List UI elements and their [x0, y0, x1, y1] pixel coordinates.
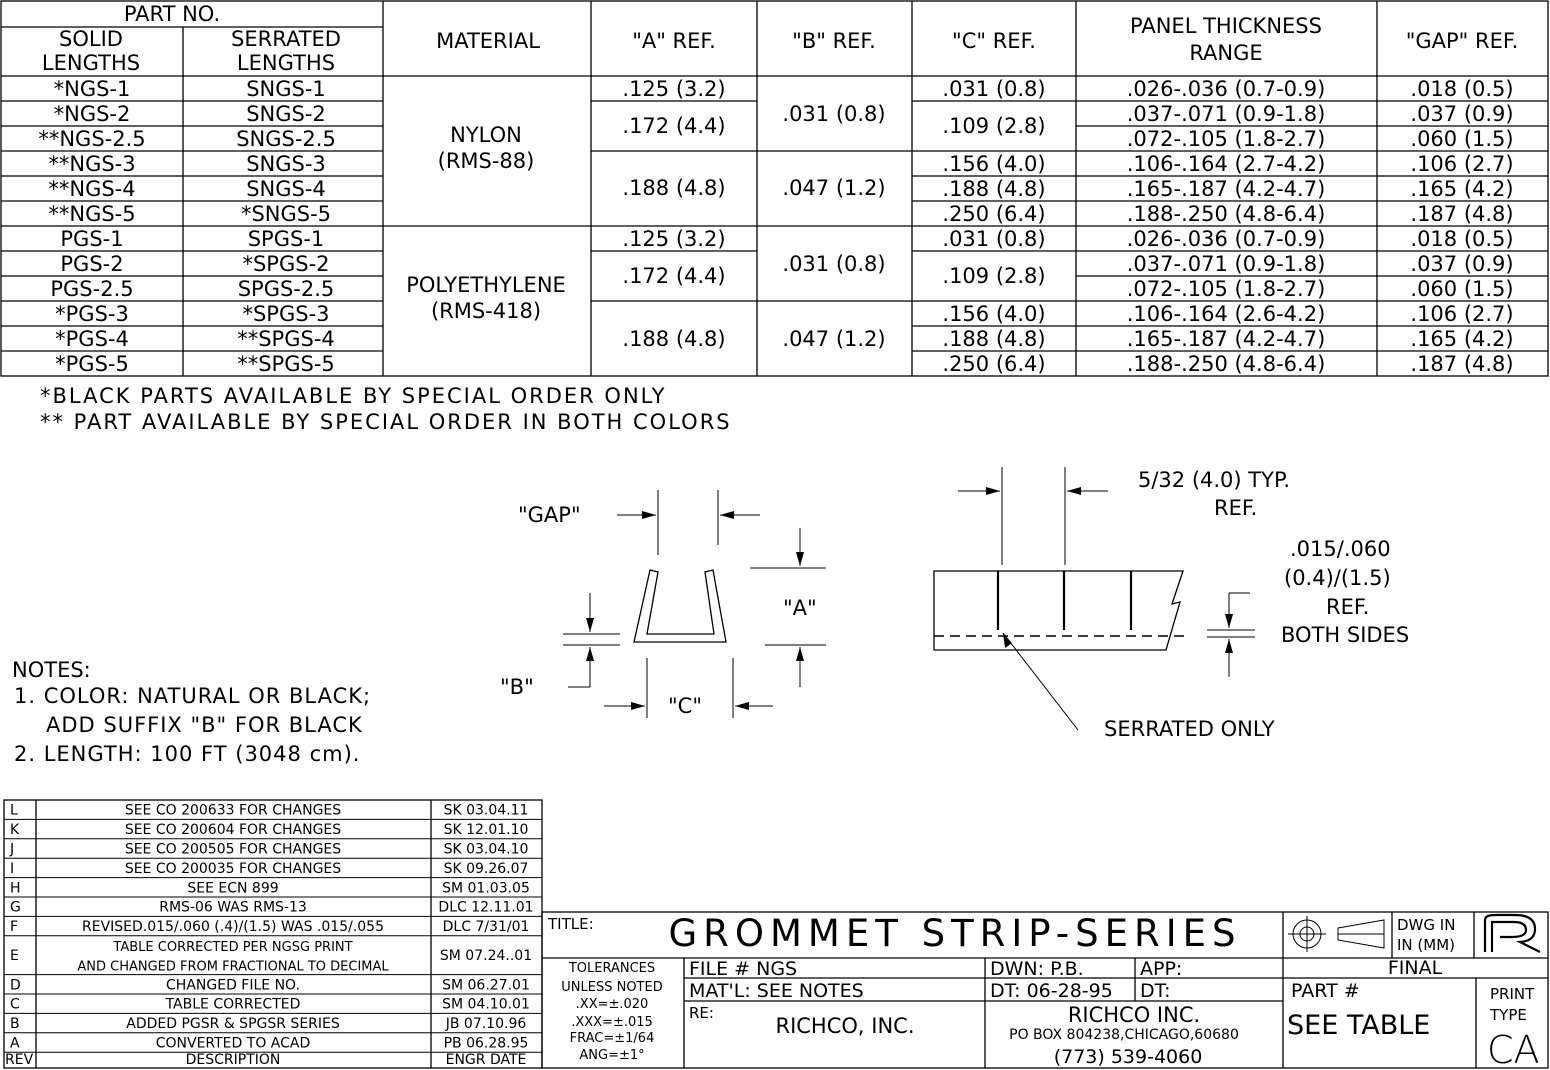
approved-by: APP: — [1140, 958, 1183, 980]
rev-letter: H — [10, 880, 21, 897]
tolerances-4: .XXX=±.015 — [571, 1015, 653, 1030]
c-ref-cell: .031 (0.8) — [942, 227, 1046, 251]
serrated-part-number: SNGS-2 — [246, 102, 326, 126]
dwg-units-label: IN (MM) — [1397, 936, 1456, 954]
rev-header: REV — [5, 1052, 34, 1068]
footnote-2: ** PART AVAILABLE BY SPECIAL ORDER IN BOTH COLORS — [40, 410, 732, 434]
header-material: MATERIAL — [436, 29, 540, 53]
header-solid-2: LENGTHS — [41, 51, 141, 75]
rev-description: SEE CO 200633 FOR CHANGES — [124, 802, 342, 819]
serr-dim-1: .015/.060 — [1290, 537, 1391, 561]
footnotes — [40, 384, 732, 434]
panel-thickness-cell: .037-.071 (0.9-1.8) — [1126, 252, 1326, 276]
rev-engr-date: DLC 7/31/01 — [442, 919, 530, 936]
rev-engr-date: SK 03.04.11 — [443, 802, 529, 819]
drawn-by: DWN: P.B. — [990, 958, 1084, 980]
header-serrated-1: SERRATED — [231, 27, 341, 51]
print-type-code: CA — [1487, 1028, 1540, 1070]
profile-drawing — [500, 490, 826, 718]
desc-header: DESCRIPTION — [185, 1052, 281, 1068]
rev-letter: I — [10, 860, 15, 877]
a-ref-cell: .188 (4.8) — [622, 327, 726, 351]
rev-letter: A — [10, 1035, 20, 1052]
engr-header: ENGR DATE — [445, 1052, 527, 1068]
gap-ref-cell: .060 (1.5) — [1410, 277, 1514, 301]
rev-description: ADDED PGSR & SPGSR SERIES — [126, 1016, 340, 1033]
table-header — [42, 2, 1518, 75]
b-ref-cell: .031 (0.8) — [782, 252, 886, 276]
rev-engr-date: SK 09.26.07 — [443, 860, 529, 877]
solid-part-number: PGS-1 — [60, 227, 124, 251]
print-status: FINAL — [1387, 957, 1443, 979]
company-address: PO BOX 804238,CHICAGO,60680 — [1009, 1027, 1239, 1043]
solid-part-number: **NGS-4 — [48, 177, 136, 201]
projection-icon — [1288, 916, 1384, 952]
panel-thickness-cell: .072-.105 (1.8-2.7) — [1126, 277, 1326, 301]
rev-description: SEE CO 200604 FOR CHANGES — [124, 822, 342, 839]
rev-description: REVISED.015/.060 (.4)/(1.5) WAS .015/.055 — [82, 919, 384, 936]
title-block — [542, 912, 1548, 1070]
header-b-ref: "B" REF. — [792, 29, 876, 53]
rev-engr-date: SM 04.10.01 — [442, 996, 530, 1013]
gap-label: "GAP" — [518, 503, 581, 527]
serrated-part-number: **SPGS-4 — [237, 327, 335, 351]
rev-engr-date: JB 07.10.96 — [445, 1016, 527, 1033]
revision-header — [5, 1052, 526, 1068]
b-ref-cell: .031 (0.8) — [782, 102, 886, 126]
solid-part-number: **NGS-2.5 — [38, 127, 146, 151]
print-type-1: PRINT — [1490, 985, 1535, 1003]
solid-part-number: *PGS-3 — [55, 302, 129, 326]
panel-thickness-cell: .072-.105 (1.8-2.7) — [1126, 127, 1326, 151]
rev-letter: G — [10, 899, 21, 916]
company-phone: (773) 539-4060 — [1053, 1046, 1203, 1068]
re-value: RICHCO, INC. — [775, 1014, 915, 1038]
c-ref-cell: .109 (2.8) — [942, 264, 1046, 288]
tolerances-3: .XX=±.020 — [575, 997, 649, 1012]
serrated-part-number: **SPGS-5 — [237, 352, 335, 376]
serrated-part-number: *SPGS-3 — [242, 302, 330, 326]
rev-description: TABLE CORRECTED — [165, 996, 301, 1013]
company-name: RICHCO INC. — [1067, 1003, 1201, 1027]
panel-thickness-cell: .026-.036 (0.7-0.9) — [1126, 227, 1326, 251]
c-label: "C" — [668, 694, 702, 718]
rev-letter: D — [10, 977, 21, 994]
panel-thickness-cell: .188-.250 (4.8-6.4) — [1126, 352, 1326, 376]
rev-description: CONVERTED TO ACAD — [155, 1035, 311, 1052]
gap-ref-cell: .037 (0.9) — [1410, 102, 1514, 126]
dwg-in-label: DWG IN — [1397, 916, 1456, 934]
typ-dim-ref: REF. — [1214, 496, 1258, 520]
a-ref-cell: .125 (3.2) — [622, 77, 726, 101]
rev-letter: F — [10, 919, 19, 936]
rev-description: RMS-06 WAS RMS-13 — [159, 899, 307, 916]
gap-ref-cell: .165 (4.2) — [1410, 327, 1514, 351]
gap-ref-cell: .165 (4.2) — [1410, 177, 1514, 201]
header-serrated-2: LENGTHS — [236, 51, 336, 75]
material-nylon-1: NYLON — [450, 123, 522, 147]
serrated-strip-drawing — [934, 467, 1409, 741]
footnote-1: *BLACK PARTS AVAILABLE BY SPECIAL ORDER ONLY — [40, 384, 667, 408]
b-label: "B" — [500, 675, 534, 699]
revision-rows — [9, 803, 534, 1052]
c-ref-cell: .188 (4.8) — [942, 177, 1046, 201]
notes — [12, 658, 371, 766]
date-drawn: DT: 06-28-95 — [990, 980, 1113, 1002]
a-ref-cell: .125 (3.2) — [622, 227, 726, 251]
rev-description: TABLE CORRECTED PER NGSG PRINT — [113, 940, 353, 956]
serrated-part-number: SNGS-3 — [246, 152, 326, 176]
serr-dim-3: REF. — [1326, 595, 1370, 619]
c-ref-cell: .250 (6.4) — [942, 352, 1046, 376]
gap-ref-cell: .037 (0.9) — [1410, 252, 1514, 276]
rev-letter: K — [10, 822, 20, 839]
solid-part-number: PGS-2.5 — [50, 277, 134, 301]
material-poly-2: (RMS-418) — [430, 299, 542, 323]
c-ref-cell: .156 (4.0) — [942, 302, 1046, 326]
c-ref-cell: .031 (0.8) — [942, 77, 1046, 101]
note-2: 2. LENGTH: 100 FT (3048 cm). — [14, 742, 361, 766]
serr-dim-2: (0.4)/(1.5) — [1284, 566, 1391, 590]
gap-ref-cell: .106 (2.7) — [1410, 152, 1514, 176]
panel-thickness-cell: .106-.164 (2.6-4.2) — [1126, 302, 1326, 326]
gap-ref-cell: .187 (4.8) — [1410, 352, 1514, 376]
rev-description: CHANGED FILE NO. — [166, 977, 300, 994]
rev-engr-date: DLC 12.11.01 — [438, 899, 534, 916]
solid-part-number: *NGS-1 — [53, 77, 131, 101]
title-label: TITLE: — [548, 915, 594, 933]
rev-description: SEE ECN 899 — [187, 880, 279, 897]
gap-ref-cell: .060 (1.5) — [1410, 127, 1514, 151]
header-gap-ref: "GAP" REF. — [1405, 29, 1519, 53]
gap-ref-cell: .018 (0.5) — [1410, 77, 1514, 101]
header-solid-1: SOLID — [59, 27, 123, 51]
a-ref-cell: .188 (4.8) — [622, 176, 726, 200]
material-poly-1: POLYETHYLENE — [406, 273, 566, 297]
gap-ref-cell: .018 (0.5) — [1410, 227, 1514, 251]
serrated-part-number: *SPGS-2 — [242, 252, 330, 276]
tolerances-5: FRAC=±1/64 — [569, 1031, 655, 1046]
c-ref-cell: .250 (6.4) — [942, 202, 1046, 226]
file-number: FILE # NGS — [689, 958, 798, 980]
rev-description-cont: AND CHANGED FROM FRACTIONAL TO DECIMAL — [77, 959, 389, 975]
tolerances-2: UNLESS NOTED — [561, 980, 663, 995]
serrated-part-number: *SNGS-5 — [240, 202, 332, 226]
panel-thickness-cell: .037-.071 (0.9-1.8) — [1126, 102, 1326, 126]
part-value: SEE TABLE — [1287, 1010, 1431, 1041]
panel-thickness-cell: .106-.164 (2.7-4.2) — [1126, 152, 1326, 176]
c-ref-cell: .156 (4.0) — [942, 152, 1046, 176]
panel-thickness-cell: .026-.036 (0.7-0.9) — [1126, 77, 1326, 101]
rev-letter: C — [10, 996, 20, 1013]
header-panel-2: RANGE — [1189, 41, 1263, 65]
gap-ref-cell: .187 (4.8) — [1410, 202, 1514, 226]
strip-outline — [934, 571, 1183, 650]
rev-engr-date: SK 12.01.10 — [443, 822, 529, 839]
re-label: RE: — [689, 1004, 714, 1022]
rev-letter: B — [10, 1016, 20, 1033]
serrated-part-number: SPGS-1 — [247, 227, 325, 251]
print-type-2: TYPE — [1490, 1006, 1527, 1024]
richco-logo-icon — [1485, 915, 1540, 952]
b-ref-cell: .047 (1.2) — [782, 176, 886, 200]
serrated-only-label: SERRATED ONLY — [1104, 717, 1275, 741]
a-ref-cell: .172 (4.4) — [622, 264, 726, 288]
tolerances-1: TOLERANCES — [568, 961, 656, 976]
rev-engr-date: SM 06.27.01 — [442, 977, 530, 994]
grommet-profile — [634, 570, 726, 642]
rev-description: SEE CO 200035 FOR CHANGES — [124, 860, 342, 877]
part-label: PART # — [1291, 980, 1360, 1002]
a-label: "A" — [783, 596, 817, 620]
rev-engr-date: SM 01.03.05 — [442, 880, 530, 897]
header-part-no: PART NO. — [123, 2, 221, 26]
a-ref-cell: .172 (4.4) — [622, 114, 726, 138]
solid-part-number: **NGS-5 — [48, 202, 136, 226]
header-panel-1: PANEL THICKNESS — [1130, 14, 1322, 38]
b-ref-cell: .047 (1.2) — [782, 327, 886, 351]
notes-heading: NOTES: — [12, 658, 91, 682]
solid-part-number: *PGS-4 — [55, 327, 129, 351]
serrated-part-number: SNGS-1 — [246, 77, 326, 101]
header-a-ref: "A" REF. — [632, 29, 716, 53]
rev-letter: J — [10, 841, 15, 858]
solid-part-number: *NGS-2 — [53, 102, 131, 126]
panel-thickness-cell: .165-.187 (4.2-4.7) — [1126, 177, 1326, 201]
rev-engr-date: SM 07.24..01 — [439, 948, 533, 965]
drawing-title: GROMMET STRIP-SERIES — [668, 912, 1242, 955]
serrated-part-number: SNGS-4 — [246, 177, 326, 201]
tolerances-6: ANG=±1° — [579, 1048, 645, 1063]
c-ref-cell: .188 (4.8) — [942, 327, 1046, 351]
note-1-cont: ADD SUFFIX "B" FOR BLACK — [46, 713, 363, 737]
material-nylon-2: (RMS-88) — [437, 149, 535, 173]
rev-description: SEE CO 200505 FOR CHANGES — [124, 841, 342, 858]
serrated-part-number: SNGS-2.5 — [236, 127, 336, 151]
rev-letter: E — [10, 948, 19, 965]
rev-engr-date: PB 06.28.95 — [443, 1035, 529, 1052]
rev-letter: L — [10, 802, 18, 819]
serrated-part-number: SPGS-2.5 — [237, 277, 335, 301]
solid-part-number: PGS-2 — [60, 252, 124, 276]
rev-engr-date: SK 03.04.10 — [443, 841, 529, 858]
note-1: 1. COLOR: NATURAL OR BLACK; — [14, 684, 372, 708]
gap-ref-cell: .106 (2.7) — [1410, 302, 1514, 326]
material-note: MAT'L: SEE NOTES — [689, 980, 864, 1002]
date-approved: DT: — [1140, 980, 1171, 1002]
solid-part-number: *PGS-5 — [55, 352, 129, 376]
panel-thickness-cell: .165-.187 (4.2-4.7) — [1126, 327, 1326, 351]
typ-dim-label: 5/32 (4.0) TYP. — [1138, 468, 1291, 492]
panel-thickness-cell: .188-.250 (4.8-6.4) — [1126, 202, 1326, 226]
solid-part-number: **NGS-3 — [48, 152, 136, 176]
header-c-ref: "C" REF. — [952, 29, 1036, 53]
serr-dim-4: BOTH SIDES — [1281, 623, 1410, 647]
c-ref-cell: .109 (2.8) — [942, 114, 1046, 138]
